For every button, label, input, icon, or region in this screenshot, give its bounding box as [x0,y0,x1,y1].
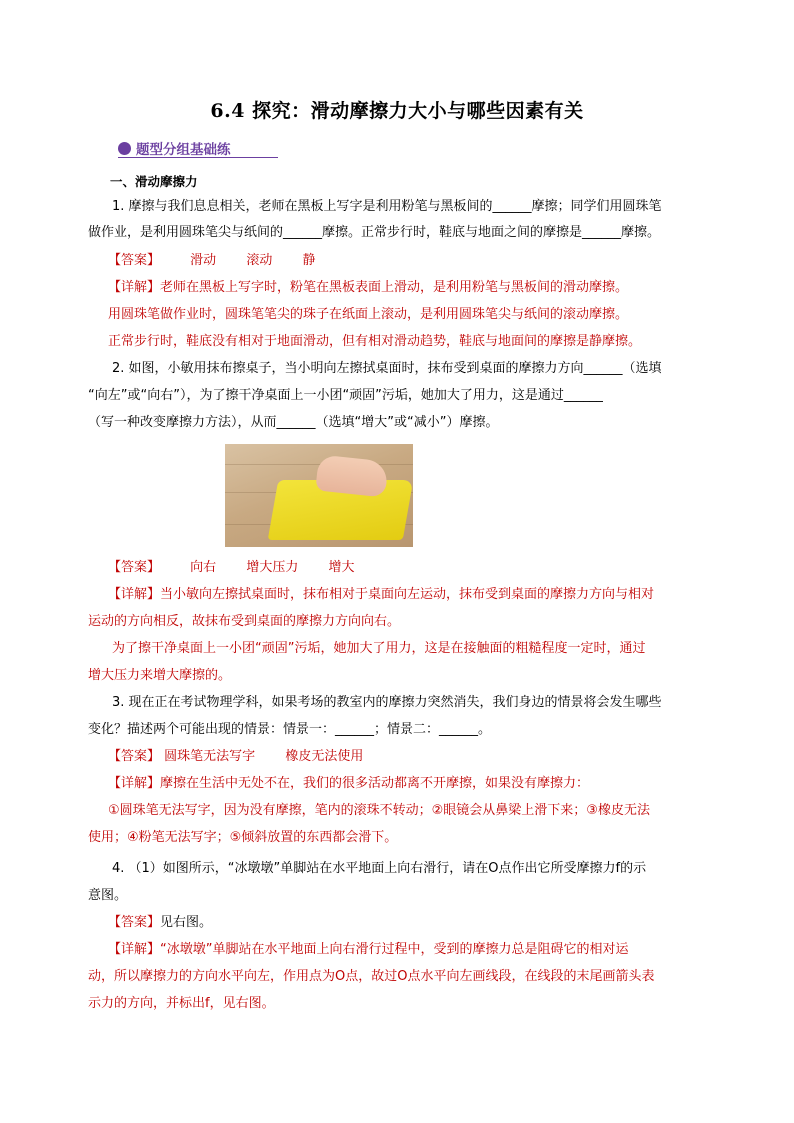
q2-detail-4: 增大压力来增大摩擦的。 [88,668,232,683]
q1-detail-3: 正常步行时，鞋底没有相对于地面滑动，但有相对滑动趋势，鞋底与地面间的摩擦是静摩擦。 [108,334,642,349]
q3-line1: 3. 现在正在考试物理学科，如果考场的教室内的摩擦力突然消失，我们身边的情景将会发生哪些 [112,695,662,710]
bullet-dot-icon [118,142,131,155]
q4-detail-text-1: “冰墩墩”单脚站在水平地面上向右滑行过程中，受到的摩擦力总是阻碍它的相对运 [160,942,629,957]
q2-answer-3: 增大 [328,560,355,575]
q4-detail-3: 示力的方向，并标出f，见右图。 [88,996,275,1011]
answer-tag: 【答案】 [108,560,161,575]
q3-line2: 变化？描述两个可能出现的情景：情景一：______；情景二：______。 [88,722,492,737]
detail-tag: 【详解】 [108,942,161,957]
q2-detail-2: 运动的方向相反，故抹布受到桌面的摩擦力方向向右。 [88,614,401,629]
answer-tag: 【答案】 [108,749,161,764]
q1-detail-1 [108,277,728,299]
q1-answer-2: 滚动 [246,253,273,268]
q4-line2: 意图。 [88,888,128,903]
q2-detail-3: 为了擦干净桌面上一小团“顽固”污垢，她加大了用力，这是在接触面的粗糙程度一定时，通过 [112,641,646,656]
page-title: 6.4 探究：滑动摩擦力大小与哪些因素有关 [210,100,584,122]
q4-answer [108,912,728,934]
q2-answer-2: 增大压力 [246,560,299,575]
section-header [118,138,231,158]
q3-answer [108,746,728,768]
q1-detail-2: 用圆珠笔做作业时，圆珠笔笔尖的珠子在纸面上滚动，是利用圆珠笔尖与纸间的滚动摩擦。 [108,307,629,322]
q4-detail-1 [108,939,728,961]
q4-line1: 4. （1）如图所示，“冰墩墩”单脚站在水平地面上向右滑行，请在O点作出它所受摩擦力f的示 [112,861,647,876]
q2-line3: （写一种改变摩擦力方法），从而______（选填“增大”或“减小”）摩擦。 [88,415,499,430]
q3-detail-text-1: 摩擦在生活中无处不在，我们的很多活动都离不开摩擦，如果没有摩擦力： [160,776,590,791]
answer-tag: 【答案】 [108,253,161,268]
q2-answer [108,557,728,579]
q3-detail-1 [108,773,728,795]
q2-detail-text-1: 当小敏向左擦拭桌面时，抹布相对于桌面向左运动，抹布受到桌面的摩擦力方向与相对 [160,587,655,602]
q4-answer-text: 见右图。 [160,915,213,930]
q2-answer-1: 向右 [190,560,217,575]
subsection-heading: 一、滑动摩擦力 [110,174,198,189]
q1-answer-1: 滑动 [190,253,217,268]
section-underline [118,157,278,158]
q2-line2: “向左”或“向右”），为了擦干净桌面上一小团“顽固”污垢，她加大了用力，这是通过______ [88,388,603,403]
detail-tag: 【详解】 [108,587,161,602]
section-label: 题型分组基础练 [136,142,231,158]
q1-line1: 1. 摩擦与我们息息相关，老师在黑板上写字是利用粉笔与黑板间的______摩擦；同学们用圆珠笔 [112,199,662,214]
q2-line1: 2. 如图，小敏用抹布擦桌子，当小明向左擦拭桌面时，抹布受到桌面的摩擦力方向______（选填 [112,361,662,376]
q1-line2: 做作业，是利用圆珠笔尖与纸间的______摩擦。正常步行时，鞋底与地面之间的摩擦是______摩擦。 [88,225,661,240]
q1-answer-3: 静 [302,253,316,268]
answer-tag: 【答案】 [108,915,161,930]
q1-detail-text-1: 老师在黑板上写字时，粉笔在黑板表面上滑动，是利用粉笔与黑板间的滑动摩擦。 [160,280,629,295]
wiping-table-photo [225,444,413,547]
hand-shape [315,454,388,497]
q4-detail-2: 动，所以摩擦力的方向水平向左，作用点为O点，故过O点水平向左画线段，在线段的末尾画箭头表 [88,969,655,984]
q3-detail-3: 使用；④粉笔无法写字；⑤倾斜放置的东西都会滑下。 [88,830,398,845]
detail-tag: 【详解】 [108,280,161,295]
detail-tag: 【详解】 [108,776,161,791]
q3-detail-2: ①圆珠笔无法写字，因为没有摩擦，笔内的滚珠不转动；②眼镜会从鼻梁上滑下来；③橡皮无法 [108,803,650,818]
q3-answer-2: 橡皮无法使用 [285,749,364,764]
q1-answer [108,250,728,272]
q2-detail-1 [108,584,728,606]
q3-answer-1: 圆珠笔无法写字 [164,749,256,764]
